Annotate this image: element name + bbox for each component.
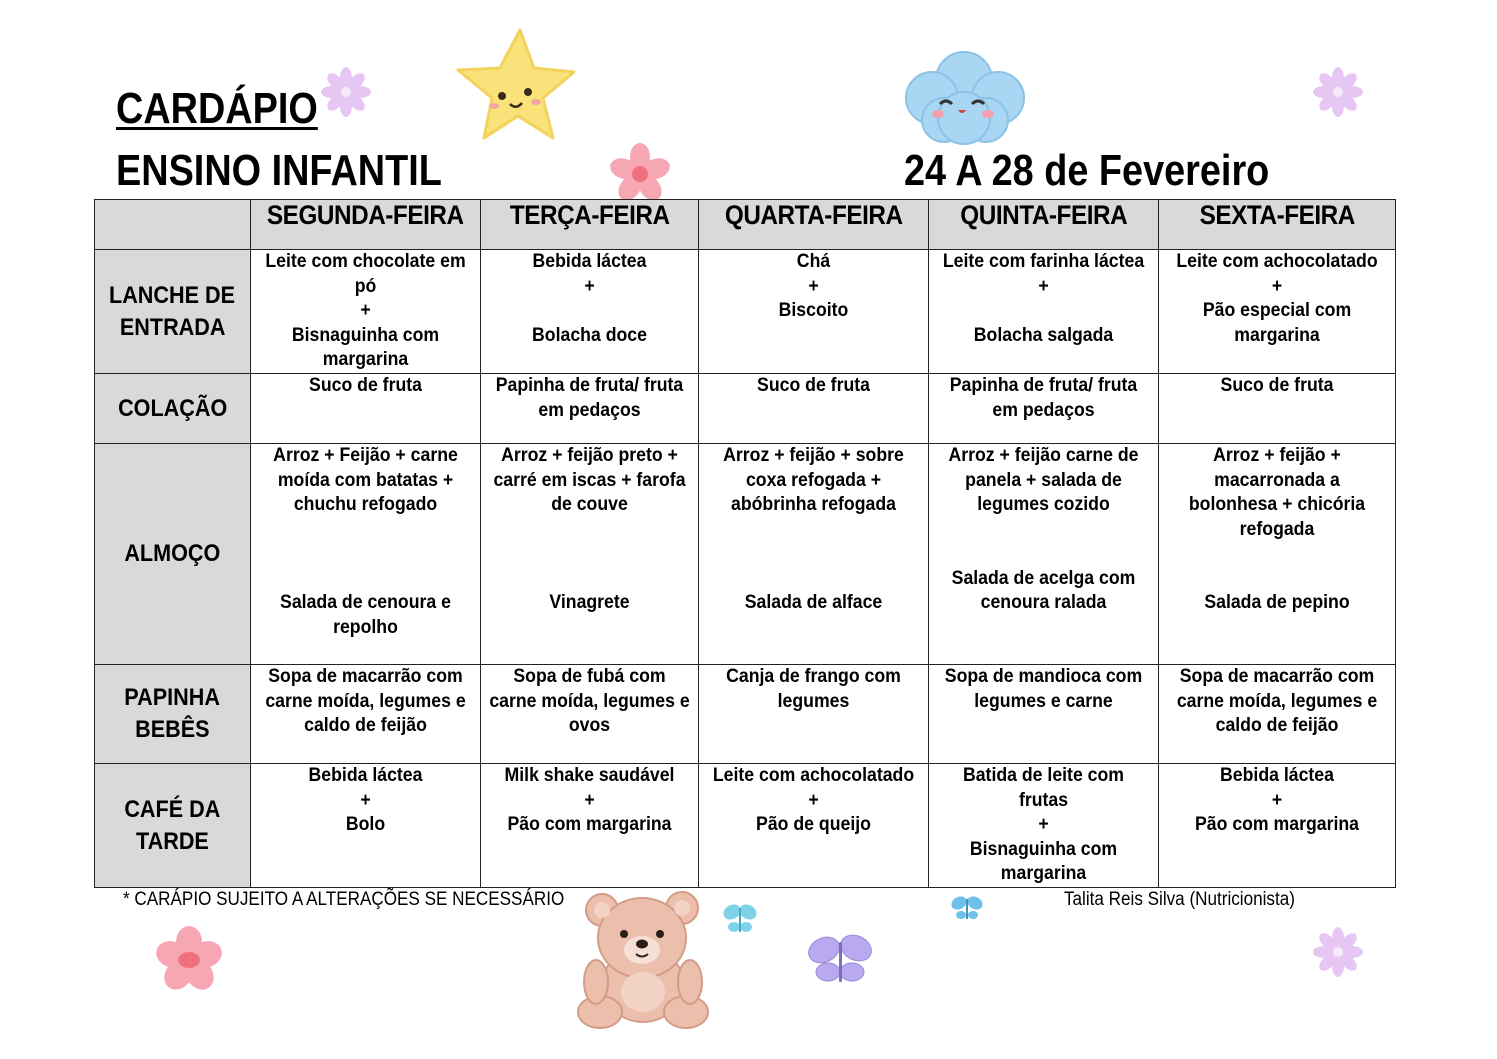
menu-item-line: Sopa de fubá com	[513, 666, 666, 687]
menu-cell	[929, 764, 1159, 888]
menu-cell	[1159, 764, 1396, 888]
menu-item-line	[1167, 567, 1386, 592]
menu-item-line	[489, 299, 691, 324]
menu-item-line: coxa refogada +	[745, 469, 882, 491]
menu-item-line: +	[1271, 789, 1283, 811]
menu-cell	[251, 250, 481, 374]
menu-item-line: Papinha de fruta/ fruta	[495, 375, 684, 396]
menu-item-line: legumes cozido	[977, 494, 1110, 515]
nutritionist-signature: Talita Reis Silva (Nutricionista)	[1064, 889, 1295, 910]
menu-item-line	[259, 542, 472, 567]
meal-label	[95, 444, 251, 665]
cloud-icon	[896, 48, 1034, 152]
menu-item-line: Suco de fruta	[309, 375, 422, 396]
menu-cell	[699, 665, 929, 764]
header-row	[95, 200, 1396, 250]
meal-label	[95, 250, 251, 374]
menu-item-line: refogada	[1239, 518, 1315, 540]
menu-cell	[699, 374, 929, 444]
day-header: TERÇA-FEIRA	[481, 200, 699, 250]
menu-item-line: Bolacha doce	[532, 324, 647, 346]
menu-item-line: Bolo	[345, 814, 386, 835]
menu-item-line: Arroz + feijão preto +	[501, 445, 678, 466]
meal-row-lanche-de-entrada	[95, 250, 1396, 374]
menu-cell	[251, 764, 481, 888]
menu-cell	[1159, 250, 1396, 374]
menu-item-line: carré em iscas + farofa	[493, 469, 686, 491]
menu-item-line: Sopa de macarrão com	[1179, 666, 1375, 687]
menu-item-line: Leite com chocolate em	[265, 251, 466, 272]
day-header: SEXTA-FEIRA	[1159, 200, 1396, 250]
menu-cell	[481, 444, 699, 665]
menu-item-line	[489, 542, 691, 567]
menu-item-line: carne moída, legumes e	[489, 690, 690, 712]
menu-item-line: Canja de frango com	[726, 666, 901, 687]
menu-item-line: +	[584, 789, 595, 811]
menu-item-line	[489, 518, 691, 543]
menu-cell	[251, 444, 481, 665]
butterfly-icon	[806, 930, 874, 990]
corner-cell	[95, 200, 251, 250]
menu-item-line: carne moída, legumes e	[1176, 690, 1378, 712]
menu-item-line: caldo de feijão	[1215, 715, 1339, 736]
menu-item-line: Pão especial com	[1202, 300, 1352, 321]
menu-item-line: Bebida láctea	[532, 251, 647, 272]
menu-cell	[699, 444, 929, 665]
menu-item-line: +	[1038, 275, 1049, 297]
menu-item-line: legumes	[777, 690, 850, 712]
butterfly-icon	[950, 894, 984, 924]
star-icon	[450, 24, 580, 154]
menu-item-line: margarina	[1234, 324, 1320, 346]
flower-icon	[1312, 926, 1364, 978]
menu-cell	[1159, 665, 1396, 764]
menu-item-line: Arroz + Feijão + carne	[273, 445, 458, 466]
menu-item-line: Leite com achocolatado	[712, 765, 915, 786]
menu-item-line: margarina	[1000, 863, 1087, 884]
menu-item-line: de couve	[551, 494, 628, 515]
menu-cell	[929, 444, 1159, 665]
menu-item-line: margarina	[322, 349, 409, 370]
menu-item-line: Leite com achocolatado	[1176, 251, 1378, 272]
footnote: * CARÁPIO SUJEITO A ALTERAÇÕES SE NECESSÁRIO	[123, 889, 565, 910]
menu-item-line: Salada de alface	[744, 592, 883, 613]
menu-cell	[929, 374, 1159, 444]
menu-item-line: Suco de fruta	[757, 375, 870, 396]
menu-table	[94, 199, 1396, 888]
menu-item-line	[937, 518, 1150, 543]
menu-item-line: carne moída, legumes e	[265, 690, 466, 712]
menu-item-line: caldo de feijão	[304, 715, 427, 736]
menu-item-line: +	[584, 275, 595, 297]
butterfly-icon	[720, 900, 760, 940]
menu-cell	[929, 665, 1159, 764]
menu-item-line	[259, 567, 472, 592]
meal-label-line: CAFÉ DA	[124, 795, 221, 823]
meal-label	[95, 764, 251, 888]
menu-item-line: Salada de acelga com	[951, 567, 1136, 589]
meal-row-papinha-bebes	[95, 665, 1396, 764]
menu-item-line: Pão com margarina	[507, 814, 672, 835]
menu-item-line	[489, 567, 691, 592]
menu-item-line: repolho	[333, 616, 398, 638]
menu-item-line: Leite com farinha láctea	[942, 251, 1145, 272]
flower-icon	[608, 142, 672, 206]
day-header: QUARTA-FEIRA	[699, 200, 929, 250]
menu-item-line: em pedaços	[538, 399, 641, 421]
flower-icon	[1312, 66, 1364, 118]
meal-label-line: PAPINHA	[124, 684, 221, 711]
menu-item-line: abóbrinha refogada	[731, 494, 896, 515]
meal-label	[95, 374, 251, 444]
menu-item-line: Papinha de fruta/ fruta	[949, 375, 1138, 396]
menu-item-line: Pão com margarina	[1195, 814, 1359, 835]
meal-row-cafe-da-tarde	[95, 764, 1396, 888]
menu-item-line: Bebida láctea	[308, 765, 423, 786]
menu-item-line: macarronada a	[1214, 469, 1340, 491]
menu-item-line: chuchu refogado	[293, 494, 438, 515]
menu-item-line: bolonhesa + chicória	[1188, 494, 1366, 515]
menu-cell	[481, 250, 699, 374]
menu-item-line: panela + salada de	[965, 469, 1122, 491]
menu-item-line: Pão de queijo	[756, 814, 871, 835]
page-title: CARDÁPIO	[116, 84, 318, 133]
menu-item-line	[707, 542, 920, 567]
date-range: 24 A 28 de Fevereiro	[904, 146, 1270, 195]
menu-item-line: Biscoito	[778, 300, 849, 321]
menu-cell	[1159, 444, 1396, 665]
day-header: SEGUNDA-FEIRA	[251, 200, 481, 250]
menu-item-line: ovos	[568, 715, 611, 736]
menu-item-line: cenoura ralada	[980, 592, 1107, 613]
menu-cell	[481, 764, 699, 888]
menu-item-line: Vinagrete	[549, 592, 630, 613]
menu-item-line: Chá	[796, 251, 831, 272]
menu-item-line: +	[808, 275, 819, 297]
menu-cell	[699, 764, 929, 888]
menu-item-line: +	[360, 300, 371, 321]
meal-label	[95, 665, 251, 764]
meal-row-colacao	[95, 374, 1396, 444]
menu-item-line: Sopa de mandioca com	[944, 666, 1143, 687]
day-header: QUINTA-FEIRA	[929, 200, 1159, 250]
menu-item-line	[937, 542, 1150, 567]
menu-item-line: pó	[354, 275, 377, 297]
menu-item-line: Arroz + feijão + sobre	[723, 445, 904, 466]
menu-item-line	[1167, 542, 1386, 567]
menu-item-line: frutas	[1018, 789, 1069, 811]
flower-icon	[146, 926, 232, 994]
flower-icon	[320, 66, 372, 118]
menu-item-line	[707, 567, 920, 592]
menu-cell	[699, 250, 929, 374]
menu-item-line: Milk shake saudável	[504, 765, 675, 786]
menu-item-line: Salada de cenoura e	[280, 592, 451, 613]
meal-label-line: COLAÇÃO	[117, 394, 228, 422]
menu-item-line: Arroz + feijão +	[1213, 445, 1341, 466]
menu-cell	[481, 374, 699, 444]
menu-item-line: Sopa de macarrão com	[268, 666, 463, 687]
menu-item-line: +	[808, 789, 819, 811]
menu-item-line: +	[1038, 814, 1049, 835]
menu-item-line: em pedaços	[992, 399, 1095, 421]
meal-label-line: ALMOÇO	[124, 540, 221, 567]
menu-item-line: Batida de leite com	[962, 765, 1125, 786]
menu-item-line: Bebida láctea	[1220, 765, 1334, 786]
menu-item-line: Bolacha salgada	[973, 324, 1114, 346]
menu-item-line	[707, 518, 920, 543]
meal-label-line: BEBÊS	[135, 716, 210, 743]
menu-cell	[481, 665, 699, 764]
page-subtitle: ENSINO INFANTIL	[116, 146, 442, 195]
menu-cell	[251, 665, 481, 764]
menu-item-line: +	[360, 789, 371, 811]
menu-cell	[929, 250, 1159, 374]
meal-label-line: ENTRADA	[119, 313, 226, 341]
menu-item-line: Arroz + feijão carne de	[948, 445, 1139, 466]
menu-cell	[251, 374, 481, 444]
menu-item-line: Salada de pepino	[1204, 592, 1350, 613]
menu-item-line: Bisnaguinha com	[969, 838, 1118, 860]
menu-item-line: moída com batatas +	[277, 469, 454, 491]
menu-item-line: Bisnaguinha com	[291, 324, 440, 346]
teddy-bear-icon	[574, 888, 712, 1032]
menu-item-line	[937, 299, 1150, 324]
meal-label-line: TARDE	[136, 827, 209, 855]
meal-row-almoco	[95, 444, 1396, 665]
menu-item-line	[259, 518, 472, 543]
meal-label-line: LANCHE DE	[109, 281, 236, 309]
menu-cell	[1159, 374, 1396, 444]
menu-item-line: +	[1271, 275, 1283, 297]
menu-item-line: legumes e carne	[974, 690, 1113, 712]
menu-item-line: Suco de fruta	[1220, 375, 1334, 396]
